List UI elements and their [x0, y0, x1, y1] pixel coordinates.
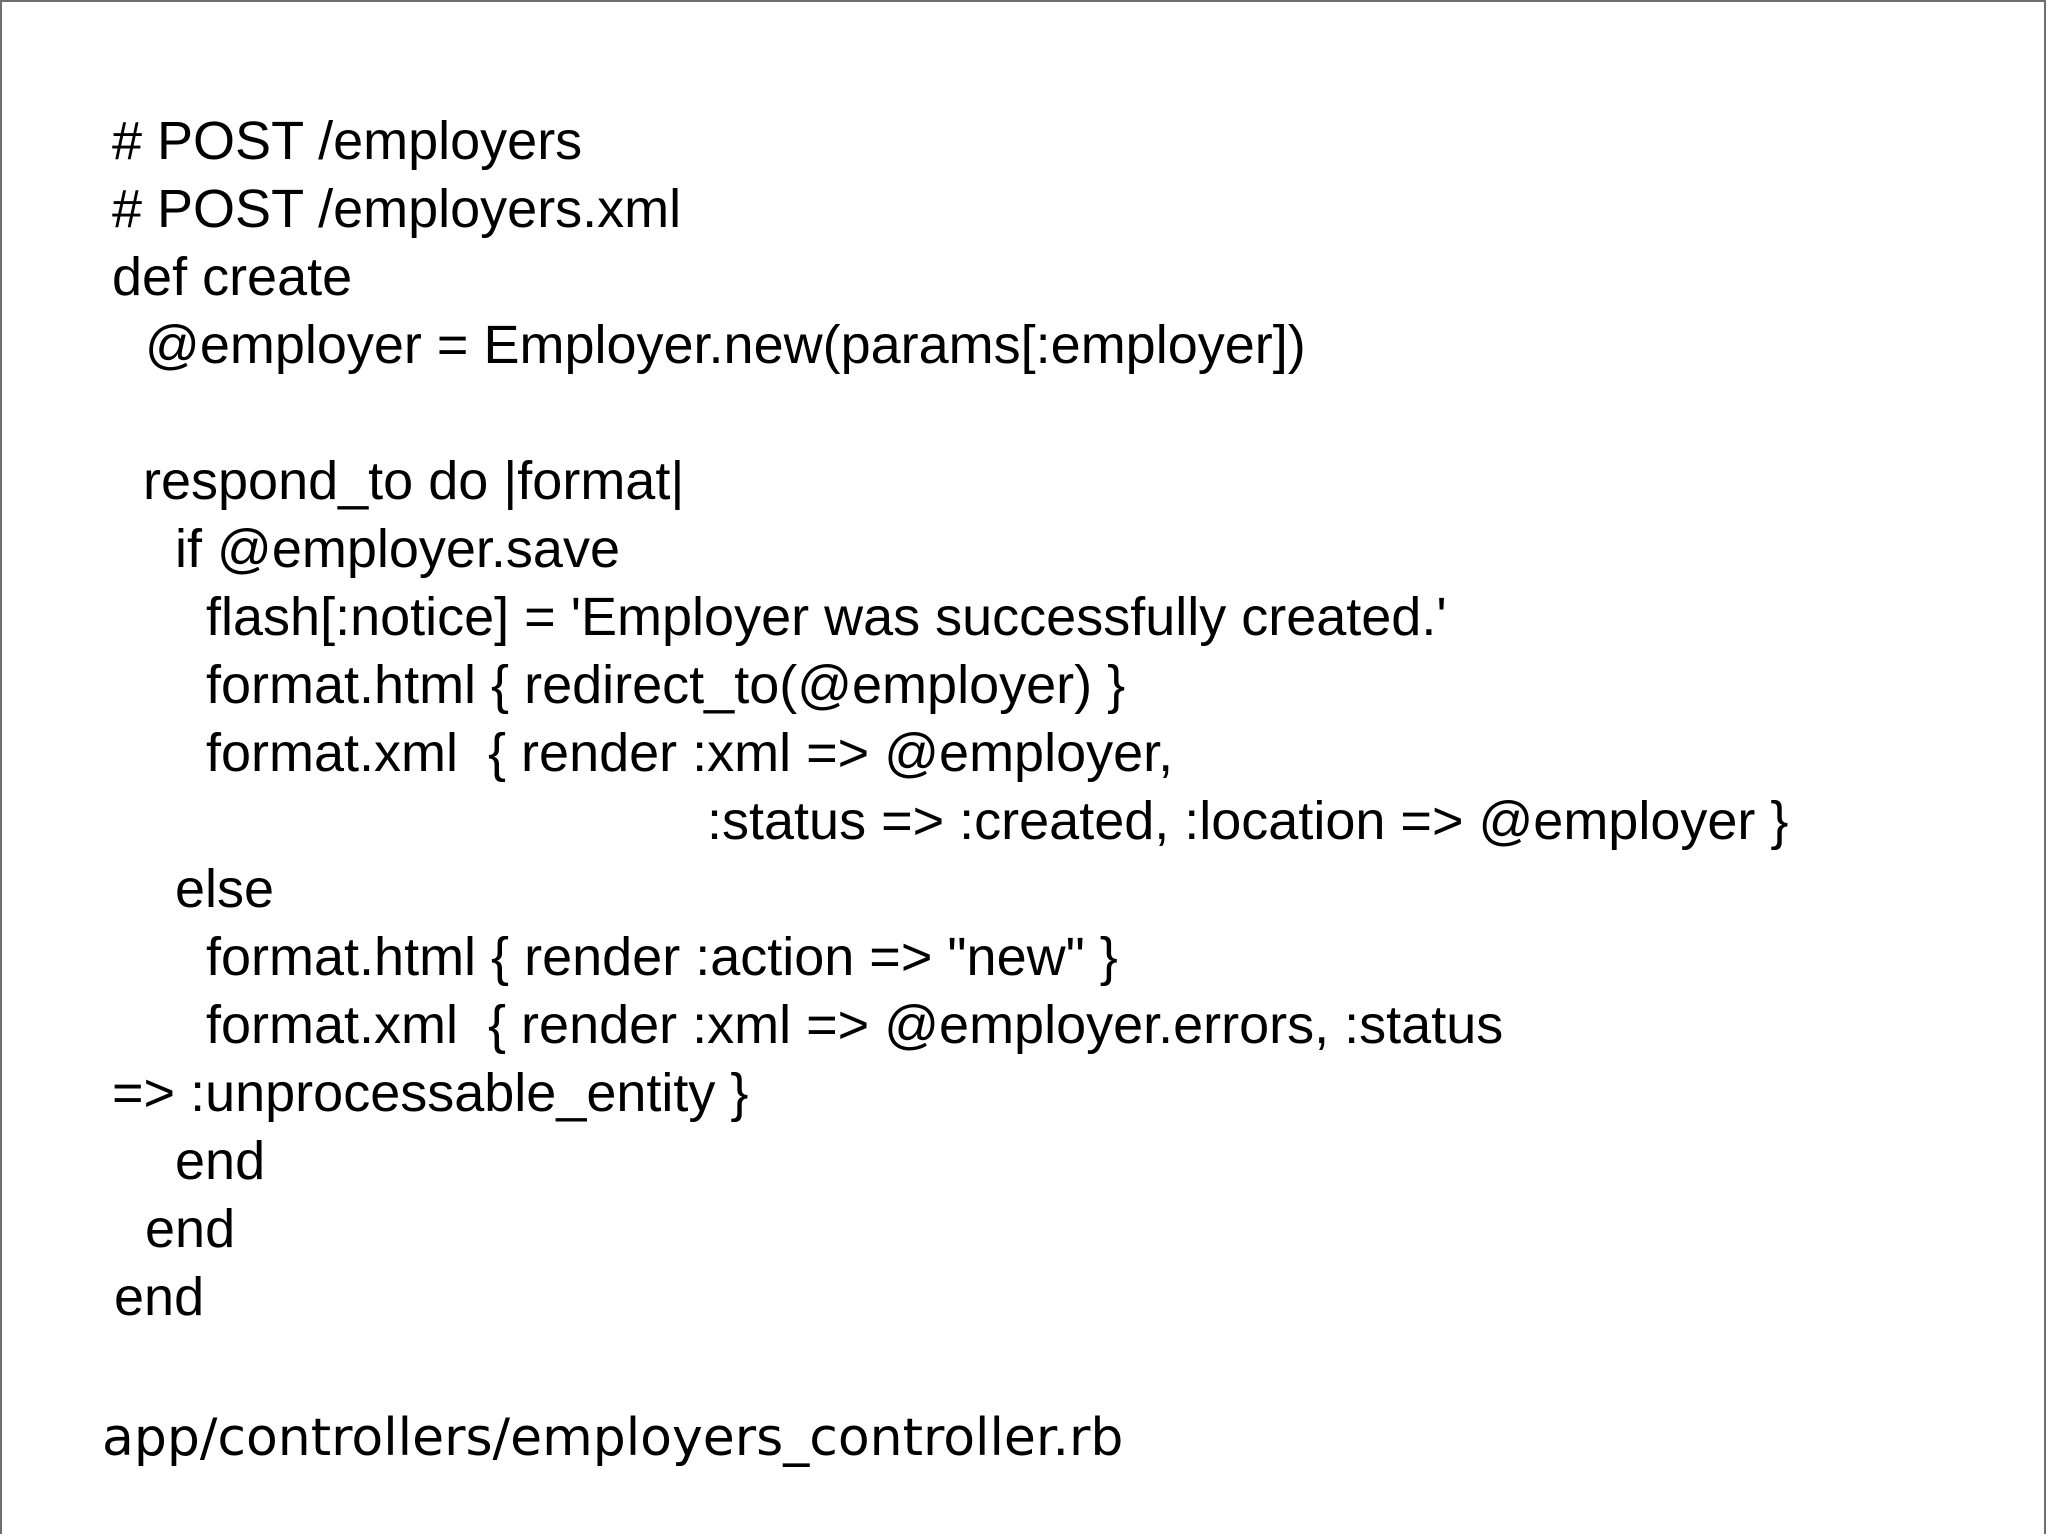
code-line-6: respond_to do |format|	[143, 451, 685, 511]
code-line-17: end	[145, 1199, 236, 1259]
code-line-3: def create	[112, 247, 353, 307]
code-line-15: => :unprocessable_entity }	[112, 1063, 749, 1123]
code-line-11: :status => :created, :location => @employer }	[707, 791, 1789, 851]
code-line-13: format.html { render :action => "new" }	[206, 927, 1118, 987]
code-line-8: flash[:notice] = 'Employer was successfully created.'	[206, 587, 1447, 647]
code-line-18: end	[114, 1267, 205, 1327]
code-line-16: end	[175, 1131, 266, 1191]
code-block	[2, 107, 2002, 1337]
code-line-9: format.html { redirect_to(@employer) }	[206, 655, 1126, 715]
code-line-10: format.xml { render :xml => @employer,	[206, 723, 1174, 783]
file-path-caption: app/controllers/employers_controller.rb	[102, 1408, 1124, 1468]
code-line-14: format.xml { render :xml => @employer.errors, :status	[206, 995, 1504, 1055]
code-line-7: if @employer.save	[175, 519, 620, 579]
code-line-4: @employer = Employer.new(params[:employer])	[145, 315, 1306, 375]
code-line-12: else	[175, 859, 275, 919]
code-line-2: # POST /employers.xml	[112, 179, 682, 239]
code-line-1: # POST /employers	[112, 111, 583, 171]
